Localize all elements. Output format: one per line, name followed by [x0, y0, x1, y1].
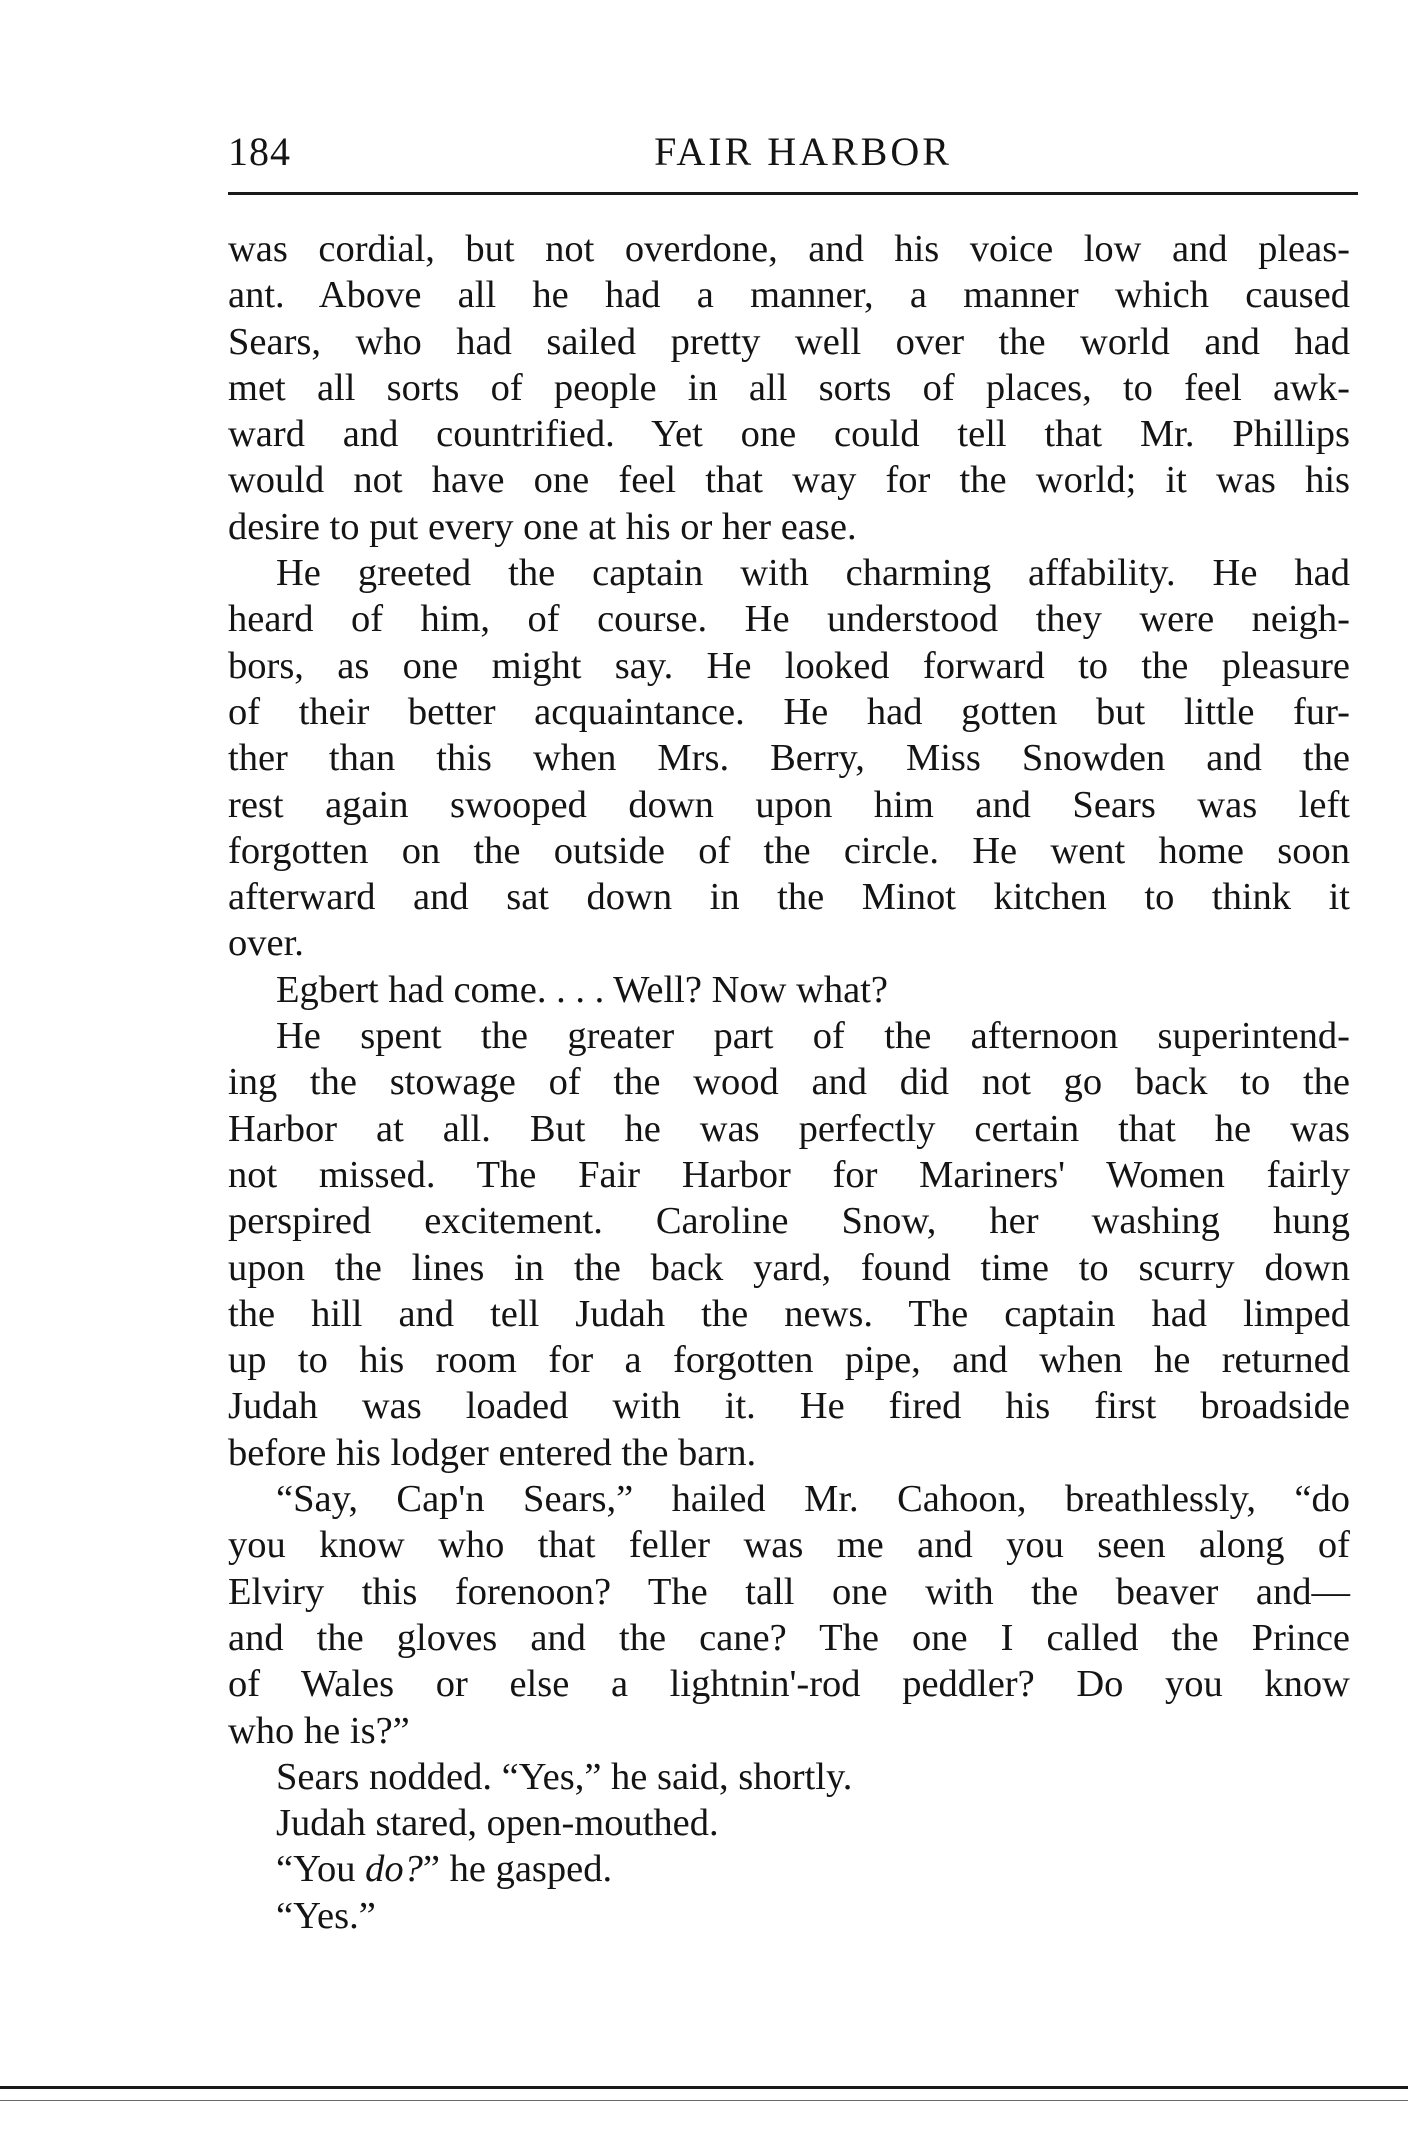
text-line: and the gloves and the cane? The one I called the Prince	[228, 1616, 1350, 1659]
page-header	[228, 128, 1358, 188]
text-line: He greeted the captain with charming affability. He had	[276, 552, 1350, 595]
text-line: of their better acquaintance. He had gotten but little fur-	[228, 690, 1350, 733]
text-line: before his lodger entered the barn.	[228, 1431, 757, 1474]
text-line: you know who that feller was me and you seen along of	[228, 1524, 1350, 1567]
text-line: ant. Above all he had a manner, a manner which caused	[228, 274, 1350, 317]
text-line: Sears, who had sailed pretty well over the world and had	[228, 320, 1350, 363]
footer-rule-thin	[0, 2100, 1408, 2101]
text-line: ing the stowage of the wood and did not go back to the	[228, 1061, 1350, 1104]
text-line: upon the lines in the back yard, found time to scurry down	[228, 1246, 1350, 1289]
text-line: not missed. The Fair Harbor for Mariners' Women fairly	[228, 1153, 1350, 1196]
text-line: Judah stared, open-mouthed.	[276, 1802, 719, 1845]
text-line: was cordial, but not overdone, and his voice low and pleas-	[228, 228, 1350, 270]
text-line: ther than this when Mrs. Berry, Miss Snowden and the	[228, 737, 1350, 780]
body-text	[228, 226, 1350, 1939]
text-line: perspired excitement. Caroline Snow, her washing hung	[228, 1200, 1350, 1243]
text-line: forgotten on the outside of the circle. He went home soon	[228, 829, 1350, 872]
text-line: over.	[228, 922, 304, 965]
text-line: Harbor at all. But he was perfectly certain that he was	[228, 1107, 1350, 1150]
text-line: bors, as one might say. He looked forward to the pleasure	[228, 644, 1350, 687]
text-line: Sears nodded. “Yes,” he said, shortly.	[276, 1755, 853, 1798]
text-line: ward and countrified. Yet one could tell that Mr. Phillips	[228, 413, 1350, 456]
page-number: 184	[228, 129, 291, 174]
text-line: desire to put every one at his or her ease.	[228, 505, 857, 548]
text-line: who he is?”	[228, 1709, 410, 1752]
text-line: would not have one feel that way for the world; it was his	[228, 459, 1350, 502]
text-line: He spent the greater part of the afternoon superintend-	[276, 1015, 1350, 1058]
text-line: up to his room for a forgotten pipe, and when he returned	[228, 1339, 1350, 1382]
text-line: met all sorts of people in all sorts of places, to feel awk-	[228, 366, 1350, 409]
text-line: rest again swooped down upon him and Sears was left	[228, 783, 1350, 826]
text-line: “Say, Cap'n Sears,” hailed Mr. Cahoon, breathlessly, “do	[276, 1478, 1350, 1521]
text-line: the hill and tell Judah the news. The captain had limped	[228, 1292, 1350, 1335]
text-line: Egbert had come. . . . Well? Now what?	[276, 968, 888, 1011]
text-line: Elviry this forenoon? The tall one with the beaver and—	[228, 1570, 1350, 1613]
text-line: heard of him, of course. He understood they were neigh-	[228, 598, 1350, 641]
text-line: afterward and sat down in the Minot kitchen to think it	[228, 876, 1350, 919]
text-line: “Yes.”	[276, 1894, 376, 1937]
running-title: FAIR HARBOR	[654, 129, 952, 174]
text-line: Judah was loaded with it. He fired his first broadside	[228, 1385, 1350, 1428]
header-rule	[228, 192, 1358, 195]
text-line: “You do?” he gasped.	[276, 1848, 613, 1891]
text-line: of Wales or else a lightnin'-rod peddler? Do you know	[228, 1663, 1350, 1706]
footer-rule	[0, 2086, 1408, 2089]
